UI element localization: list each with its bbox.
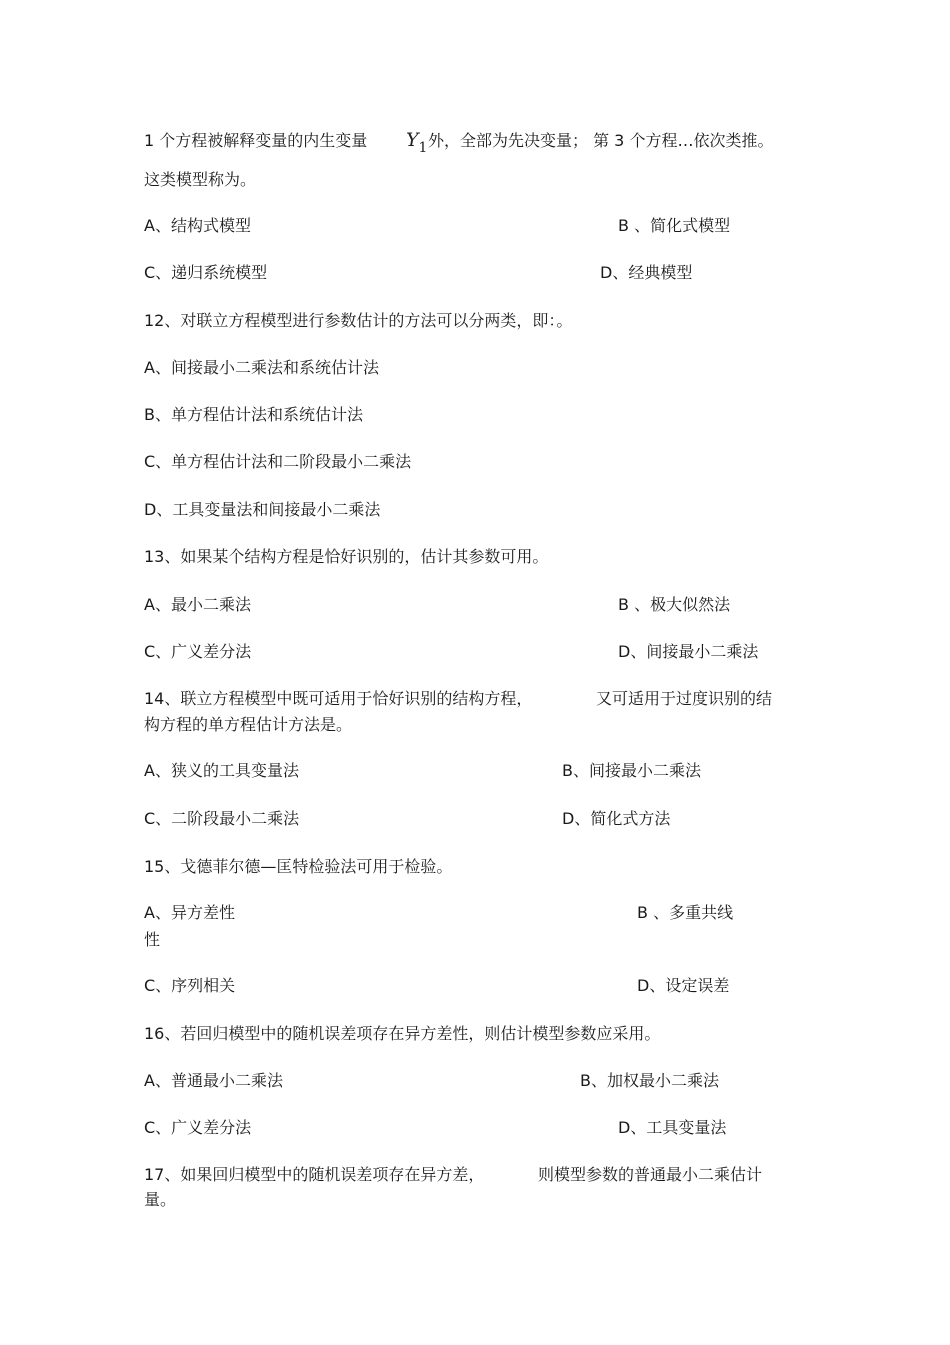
q15-option-b: B 、多重共线	[637, 903, 734, 922]
q17-stem-part1: 17、如果回归模型中的随机误差项存在异方差，	[144, 1165, 485, 1184]
q14-option-b: B、间接最小二乘法	[562, 761, 701, 780]
q16-stem: 16、若回归模型中的随机误差项存在异方差性，则估计模型参数应采用。	[144, 1024, 661, 1043]
intro-option-d: D、经典模型	[600, 263, 693, 282]
q14-stem-part3: 构方程的单方程估计方法是。	[144, 715, 353, 734]
q15-option-b-continued: 性	[144, 930, 161, 949]
q14-stem-part2: 又可适用于过度识别的结	[596, 689, 773, 708]
q16-option-d: D、工具变量法	[618, 1118, 727, 1137]
q12-option-a: A、间接最小二乘法和系统估计法	[144, 358, 379, 377]
q15-option-a: A、异方差性	[144, 903, 235, 922]
intro-text-line1a: 1 个方程被解释变量的内生变量	[144, 131, 368, 150]
q14-option-a: A、狭义的工具变量法	[144, 761, 299, 780]
q15-option-c: C、序列相关	[144, 976, 236, 995]
q13-option-d: D、间接最小二乘法	[618, 642, 759, 661]
q16-option-a: A、普通最小二乘法	[144, 1071, 283, 1090]
q15-stem: 15、戈德菲尔德—匡特检验法可用于检验。	[144, 857, 453, 876]
intro-option-a: A、结构式模型	[144, 216, 251, 235]
q14-option-c: C、二阶段最小二乘法	[144, 809, 300, 828]
q12-stem: 12、对联立方程模型进行参数估计的方法可以分两类，即：。	[144, 311, 573, 330]
intro-option-c: C、递归系统模型	[144, 263, 268, 282]
intro-option-b: B 、简化式模型	[618, 216, 731, 235]
q14-stem-part1: 14、联立方程模型中既可适用于恰好识别的结构方程，	[144, 689, 533, 708]
q12-option-c: C、单方程估计法和二阶段最小二乘法	[144, 452, 412, 471]
q12-option-d: D、工具变量法和间接最小二乘法	[144, 500, 381, 519]
q13-option-c: C、广义差分法	[144, 642, 252, 661]
q15-option-d: D、设定误差	[637, 976, 730, 995]
intro-text-line1b: 外，全部为先决变量； 第 3 个方程…依次类推。	[428, 131, 774, 150]
q14-option-d: D、简化式方法	[562, 809, 671, 828]
q13-stem: 13、如果某个结构方程是恰好识别的，估计其参数可用。	[144, 547, 549, 566]
q16-option-b: B、加权最小二乘法	[580, 1071, 719, 1090]
q13-option-b: B 、极大似然法	[618, 595, 731, 614]
variable-y1	[406, 130, 427, 158]
variable-symbol: Y	[406, 129, 419, 151]
q16-option-c: C、广义差分法	[144, 1118, 252, 1137]
q13-option-a: A、最小二乘法	[144, 595, 251, 614]
variable-subscript: 1	[418, 140, 428, 156]
q12-option-b: B、单方程估计法和系统估计法	[144, 405, 363, 424]
q17-stem-part2: 则模型参数的普通最小二乘估计	[538, 1165, 763, 1184]
intro-text-line2: 这类模型称为。	[144, 170, 257, 189]
q17-stem-part3: 量。	[144, 1190, 177, 1209]
